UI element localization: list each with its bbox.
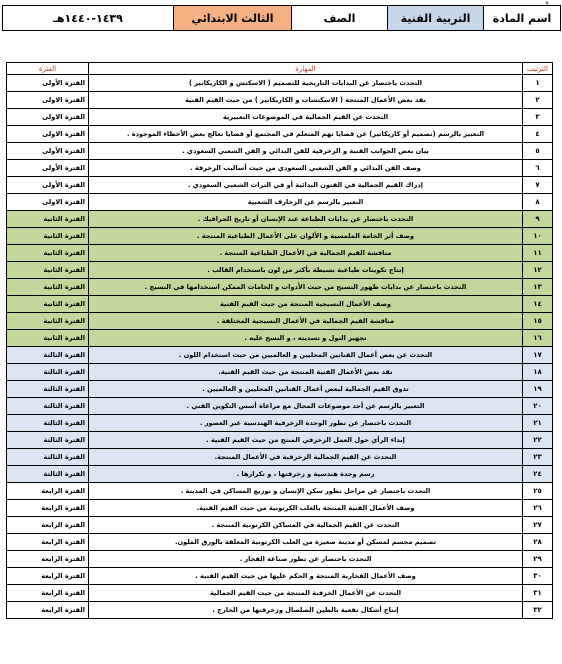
table-row: [7, 143, 553, 160]
col-order-header: الترتيب: [523, 63, 553, 75]
table-row: [7, 330, 553, 347]
row-period: الفترة الثانية: [7, 330, 89, 347]
row-period: الفترة الاولى: [7, 126, 89, 143]
table-row: [7, 585, 553, 602]
table-row: [7, 466, 553, 483]
row-number: ٢٨: [523, 534, 553, 551]
row-number: ١٣: [523, 279, 553, 296]
row-skill: التحدث باختصار عن تطور الوحدة الزخرفية الهندسية عبر العصور .: [89, 415, 523, 432]
table-row: [7, 126, 553, 143]
row-number: ١١: [523, 245, 553, 262]
row-number: ١٦: [523, 330, 553, 347]
table-row: [7, 211, 553, 228]
row-period: الفترة الرابعة: [7, 500, 89, 517]
row-period: الفترة الرابعة: [7, 517, 89, 534]
table-row: [7, 602, 553, 619]
table-row: [7, 483, 553, 500]
row-number: ١٢: [523, 262, 553, 279]
row-number: ١٩: [523, 381, 553, 398]
row-skill: إنتاج تكوينات طباعية بسيطة بأكثر من لون باستخدام القالب .: [89, 262, 523, 279]
row-period: الفترة الاولى: [7, 194, 89, 211]
table-row: [7, 568, 553, 585]
row-period: الفترة الثانية: [7, 296, 89, 313]
row-number: ٢١: [523, 415, 553, 432]
row-period: الفترة الثالثة: [7, 449, 89, 466]
row-period: الفترة الثالثة: [7, 398, 89, 415]
table-row: [7, 296, 553, 313]
row-skill: التحدث باختصار عن مراحل تطور سكن الإنسان و توزيع المساكن في المدينة .: [89, 483, 523, 500]
row-period: الفترة الرابعة: [7, 585, 89, 602]
table-row: [7, 415, 553, 432]
row-skill: التحدث باختصار عن تطور صناعة الفخار .: [89, 551, 523, 568]
row-skill: التحدث عن القيم الجمالية في الموضوعات التعبيرية: [89, 109, 523, 126]
row-number: ٥: [523, 143, 553, 160]
row-period: الفترة الأولى: [7, 75, 89, 92]
row-skill: مناقشة القيم الجمالية في الأعمال الطباعية المنتجة .: [89, 245, 523, 262]
row-period: الفترة الاولى: [7, 109, 89, 126]
subject-value: التربية الفنية: [388, 6, 484, 31]
row-number: ٢: [523, 92, 553, 109]
row-period: الفترة الثالثة: [7, 364, 89, 381]
year-value: ١٤٣٩-١٤٤٠هـ: [3, 6, 174, 31]
row-number: ٣٠: [523, 568, 553, 585]
class-label: الصف: [292, 6, 388, 31]
row-skill: إبداء الرأي حول العمل الزخرفي المنتج من حيث القيم الفنية .: [89, 432, 523, 449]
row-period: الفترة الثالثة: [7, 415, 89, 432]
row-number: ٢٩: [523, 551, 553, 568]
row-number: ٢٠: [523, 398, 553, 415]
row-skill: التحدث عن الأعمال الخزفية المنتجة من حيث القيم الجمالية: [89, 585, 523, 602]
row-period: الفترة الأولى: [7, 143, 89, 160]
row-period: الفترة الثالثة: [7, 381, 89, 398]
skills-table-body: [7, 75, 553, 619]
row-period: الفترة الرابعة: [7, 534, 89, 551]
table-row: [7, 398, 553, 415]
row-skill: وصف الأعمال النسيجية المنتجة من حيث القيم الفنية: [89, 296, 523, 313]
row-period: الفترة الثانية: [7, 228, 89, 245]
row-period: الفترة الرابعة: [7, 483, 89, 500]
row-number: ٩: [523, 211, 553, 228]
row-number: ٨: [523, 194, 553, 211]
skills-table: [6, 62, 553, 619]
row-skill: إدراك القيم الجمالية في الفنون البدائية أو في التراث الشعبي السعودي .: [89, 177, 523, 194]
row-skill: إنتاج أشكال نفعية بالطين الصلصال وزخرفتها من الخارج .: [89, 602, 523, 619]
row-skill: بيان بعض الجوانب الفنية و الزخرفية للفن البدائي و الفن الشعبي السعودي .: [89, 143, 523, 160]
row-period: الفترة الثالثة: [7, 466, 89, 483]
row-period: الفترة الأولى: [7, 160, 89, 177]
row-number: ١٤: [523, 296, 553, 313]
row-period: الفترة الثالثة: [7, 432, 89, 449]
row-number: ٢٢: [523, 432, 553, 449]
row-skill: تصميم مجسم لمسكن أو مدينة صغيرة من العلب الكرتونية المغلفة بالورق الملون.: [89, 534, 523, 551]
row-skill: نقد بعض الأعمال الفنية المنتجة من حيث القيم الفنية.: [89, 364, 523, 381]
row-period: الفترة الثانية: [7, 313, 89, 330]
row-period: الفترة الرابعة: [7, 551, 89, 568]
row-number: ٤: [523, 126, 553, 143]
row-skill: التحدث باختصار عن بدايات الطباعة عند الإنسان أو تاريخ الجرافيك .: [89, 211, 523, 228]
table-row: [7, 500, 553, 517]
row-period: الفترة الثانية: [7, 279, 89, 296]
row-number: ٧: [523, 177, 553, 194]
corner-mark: ه: [545, 0, 549, 6]
subject-label: اسم المادة: [484, 6, 561, 31]
table-row: [7, 381, 553, 398]
row-skill: نقد بعض الأعمال المنتجة ( الاسكتشات و الكاريكاتير ) من حيث القيم الفنية: [89, 92, 523, 109]
table-row: [7, 262, 553, 279]
row-skill: التحدث عن القيم الجمالية الزخرفية في الأعمال المنتجة.: [89, 449, 523, 466]
row-skill: وصف أثر الخامة الملمسية و الألوان على الأعمال الطباعية المنتجة .: [89, 228, 523, 245]
col-period-header: الفترة: [7, 63, 89, 75]
row-skill: مناقشة القيم الجمالية في الأعمال النسيجية المختلفة .: [89, 313, 523, 330]
table-row: [7, 177, 553, 194]
col-skill-header: المهارة: [89, 63, 523, 75]
row-number: ٢٥: [523, 483, 553, 500]
row-number: ١٥: [523, 313, 553, 330]
table-row: [7, 194, 553, 211]
row-skill: رسم وحدة هندسية و زخرفتها ، و تكرارها .: [89, 466, 523, 483]
table-header-row: [7, 63, 553, 75]
class-value: الثالث الابتدائي: [174, 6, 292, 31]
row-skill: التحدث عن القيم الجمالية في المساكن الكرتونية المنتجة .: [89, 517, 523, 534]
table-row: [7, 92, 553, 109]
row-number: ٢٣: [523, 449, 553, 466]
row-skill: وصف الأعمال الفنية المنتجة بالعلب الكرتونية من حيث القيم الفنية.: [89, 500, 523, 517]
table-row: [7, 109, 553, 126]
table-row: [7, 245, 553, 262]
row-period: الفترة الرابعة: [7, 568, 89, 585]
row-skill: تذوق القيم الجمالية لبعض أعمال الفنانين المحليين و العالميين .: [89, 381, 523, 398]
table-row: [7, 347, 553, 364]
row-number: ٣٢: [523, 602, 553, 619]
table-row: [7, 75, 553, 92]
table-row: [7, 364, 553, 381]
row-number: ٢٧: [523, 517, 553, 534]
row-period: الفترة الاولى: [7, 92, 89, 109]
row-period: الفترة الثانية: [7, 245, 89, 262]
table-row: [7, 160, 553, 177]
table-row: [7, 279, 553, 296]
table-row: [7, 449, 553, 466]
row-number: ٣: [523, 109, 553, 126]
row-skill: التحدث باختصار عن البدايات التاريخية للتصميم ( الاسكتش و الكاريكاتير ): [89, 75, 523, 92]
row-number: ٣١: [523, 585, 553, 602]
row-period: الفترة الرابعة: [7, 602, 89, 619]
row-skill: التعبير بالرسم (تصميم أو كاريكاتير) عن قضايا تهم المتعلم في المجتمع أو قضايا تعالج بعض الأخطاء الموجودة .: [89, 126, 523, 143]
table-row: [7, 228, 553, 245]
table-row: [7, 432, 553, 449]
row-number: ٢٦: [523, 500, 553, 517]
row-period: الفترة الثانية: [7, 211, 89, 228]
row-number: ١٧: [523, 347, 553, 364]
row-skill: وصف الأعمال الفخارية المنتجة و الحكم عليها من حيث القيم الفنية .: [89, 568, 523, 585]
table-row: [7, 534, 553, 551]
row-period: الفترة الثالثة: [7, 347, 89, 364]
table-row: [7, 517, 553, 534]
row-skill: تجهيز النول و تسديته ، و النسج عليه .: [89, 330, 523, 347]
row-number: ٦: [523, 160, 553, 177]
row-number: ١: [523, 75, 553, 92]
table-row: [7, 551, 553, 568]
row-number: ١٨: [523, 364, 553, 381]
row-skill: التحدث باختصار عن بدايات ظهور النسيج من حيث الأدوات و الخامات الممكن استخدامها في النسيج .: [89, 279, 523, 296]
row-skill: وصف الفن البدائي و الفن الشعبي السعودي من حيث أساليب الزخرفة .: [89, 160, 523, 177]
subject-header: [2, 5, 561, 31]
row-skill: التعبير بالرسم عن أحد موضوعات المجال مع مراعاة أسس التكوين الفني .: [89, 398, 523, 415]
table-row: [7, 313, 553, 330]
row-number: ١٠: [523, 228, 553, 245]
row-skill: التعبير بالرسم عن الزخارف الشعبية: [89, 194, 523, 211]
row-number: ٢٤: [523, 466, 553, 483]
row-period: الفترة الثانية: [7, 262, 89, 279]
row-period: الفترة الأولى: [7, 177, 89, 194]
row-skill: التحدث عن بعض أعمال الفنانين المحليين و العالميين من حيث استخدام اللون .: [89, 347, 523, 364]
